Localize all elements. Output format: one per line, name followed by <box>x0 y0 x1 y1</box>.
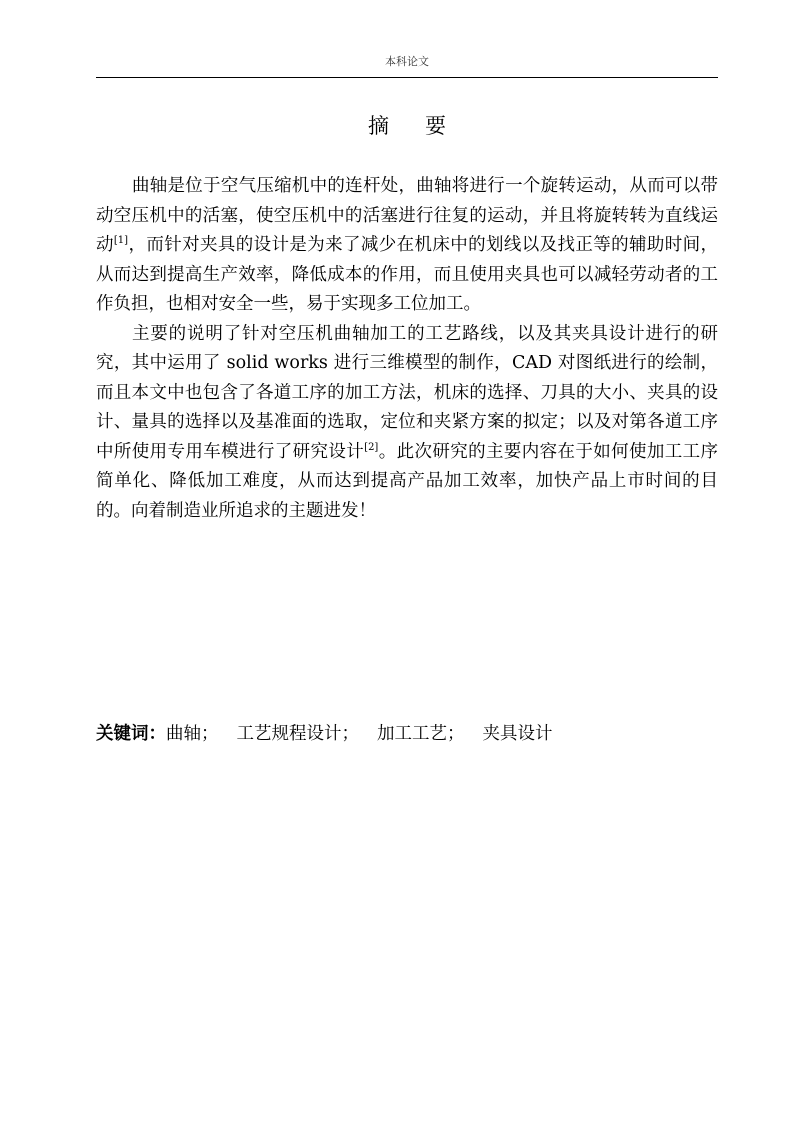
abstract-title: 摘要 <box>368 114 482 138</box>
citation-reference: [2] <box>364 441 379 453</box>
keywords-line <box>96 720 718 748</box>
keyword: 加工工艺 <box>377 724 447 744</box>
abstract-paragraph <box>96 320 718 527</box>
running-header <box>96 53 718 78</box>
citation-reference: [1] <box>113 235 129 246</box>
paragraph-text: 曲轴是位于空气压缩机中的连杆处，曲轴将进行一个旋转运动，从而可以带动空压机中的活塞，使空压机中的活塞进行往复的运动，并且将旋转转为直线运动 <box>96 176 718 255</box>
keyword-separator: ； <box>341 724 359 744</box>
keyword: 夹具设计 <box>482 724 553 744</box>
keyword: 工艺规程设计 <box>236 724 342 744</box>
paragraph-text: ，而针对夹具的设计是为来了减少在机床中的划线以及找正等的辅助时间，从而达到提高生产效率，降低成本的作用，而且使用夹具也可以减轻劳动者的工作负担，也相对安全一些，易于实现多工位加工。 <box>96 235 719 314</box>
paragraph-text: 主要的说明了针对空压机曲轴加工的工艺路线，以及其夹具设计进行的研究，其中运用了 solid works 进行三维模型的制作，CAD 对图纸进行的绘制，而且本文中也包含了各道工序的加工方法，机床的选择、刀具的大小、夹具的设计、量具的选择以及基准面的选取，定位和夹紧方案的拟定；以及对第各道工序中所使用专用车模进行了研究设计 <box>96 323 718 462</box>
running-header-title: 本科论文 <box>385 55 429 68</box>
keywords-label: 关键词： <box>96 724 166 744</box>
keyword-separator: ； <box>201 724 219 744</box>
keyword-separator: ； <box>447 724 465 744</box>
abstract-body <box>96 172 718 526</box>
paragraph-text: 。此次研究的主要内容在于如何使加工工序简单化、降低加工难度，从而达到提高产品加工效率，加快产品上市时间的目的。向着制造业所追求的主题进发！ <box>96 441 719 521</box>
keyword: 曲轴 <box>166 724 201 744</box>
abstract-paragraph <box>96 172 718 320</box>
